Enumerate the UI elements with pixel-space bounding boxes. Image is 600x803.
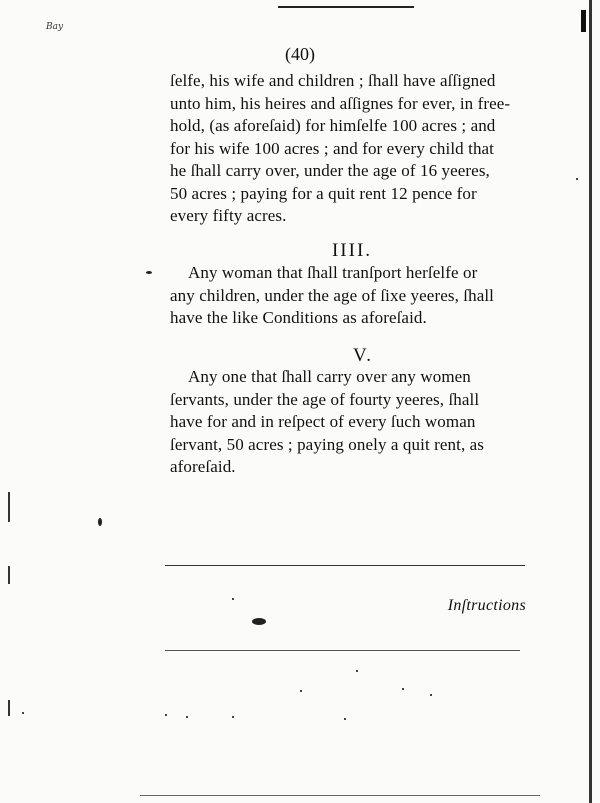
text-line: every fifty acres.: [170, 206, 287, 225]
text-line: Any one that ſhall carry over any women: [188, 367, 471, 386]
ink-blot: [146, 271, 152, 274]
text-line: hold, (as aforeſaid) for himſelfe 100 acres ; and: [170, 116, 496, 135]
scan-speck: [22, 712, 24, 714]
text-line: have for and in reſpect of every ſuch woman: [170, 412, 476, 431]
page-edge: [589, 0, 592, 803]
scan-speck: [232, 598, 234, 600]
text-line: aforeſaid.: [170, 457, 236, 476]
scan-speck: [430, 694, 432, 696]
paragraph-5: [170, 366, 538, 479]
page-number: (40): [285, 44, 315, 64]
ink-blot: [98, 518, 102, 526]
section-heading-4: IIII.: [331, 240, 373, 261]
margin-scribble: Bay: [46, 22, 64, 32]
bottom-rule: [140, 795, 540, 796]
scan-speck: [356, 670, 358, 672]
scan-mark: [8, 492, 10, 522]
text-line: ſelfe, his wife and children ; ſhall have aſſigned: [170, 71, 496, 90]
scan-speck: [165, 714, 167, 716]
text-line: ſervants, under the age of fourty yeeres, ſhall: [170, 389, 480, 409]
paragraph-1: [170, 70, 538, 228]
text-line: any children, under the age of ſixe yeeres, ſhall: [170, 285, 494, 305]
text-line: for his wife 100 acres ; and for every child that: [170, 138, 495, 158]
text-line: Any woman that ſhall tranſport herſelfe or: [188, 263, 478, 282]
text-line: have the like Conditions as aforeſaid.: [170, 308, 427, 327]
catchword: Inſtructions: [447, 597, 526, 614]
scan-mark: [8, 566, 10, 584]
text-line: unto him, his heires and aſſignes for ever, in free-: [170, 93, 511, 113]
edge-mark: [581, 10, 586, 32]
scan-speck: [300, 690, 302, 692]
section-heading-5: V.: [352, 345, 374, 366]
scan-speck: [186, 716, 188, 718]
divider-rule: [165, 650, 520, 651]
scan-mark: [8, 700, 10, 716]
scan-speck: [232, 716, 234, 718]
divider-rule: [165, 565, 525, 566]
paragraph-4: [170, 262, 538, 330]
scan-speck: [576, 178, 578, 180]
text-line: he ſhall carry over, under the age of 16 yeeres,: [170, 161, 490, 180]
text-line: 50 acres ; paying for a quit rent 12 pence for: [170, 183, 477, 203]
text-line: ſervant, 50 acres ; paying onely a quit rent, as: [170, 434, 485, 454]
top-rule: [278, 6, 414, 8]
scan-speck: [344, 718, 346, 720]
ink-blot: [252, 618, 266, 625]
scan-speck: [402, 688, 404, 690]
